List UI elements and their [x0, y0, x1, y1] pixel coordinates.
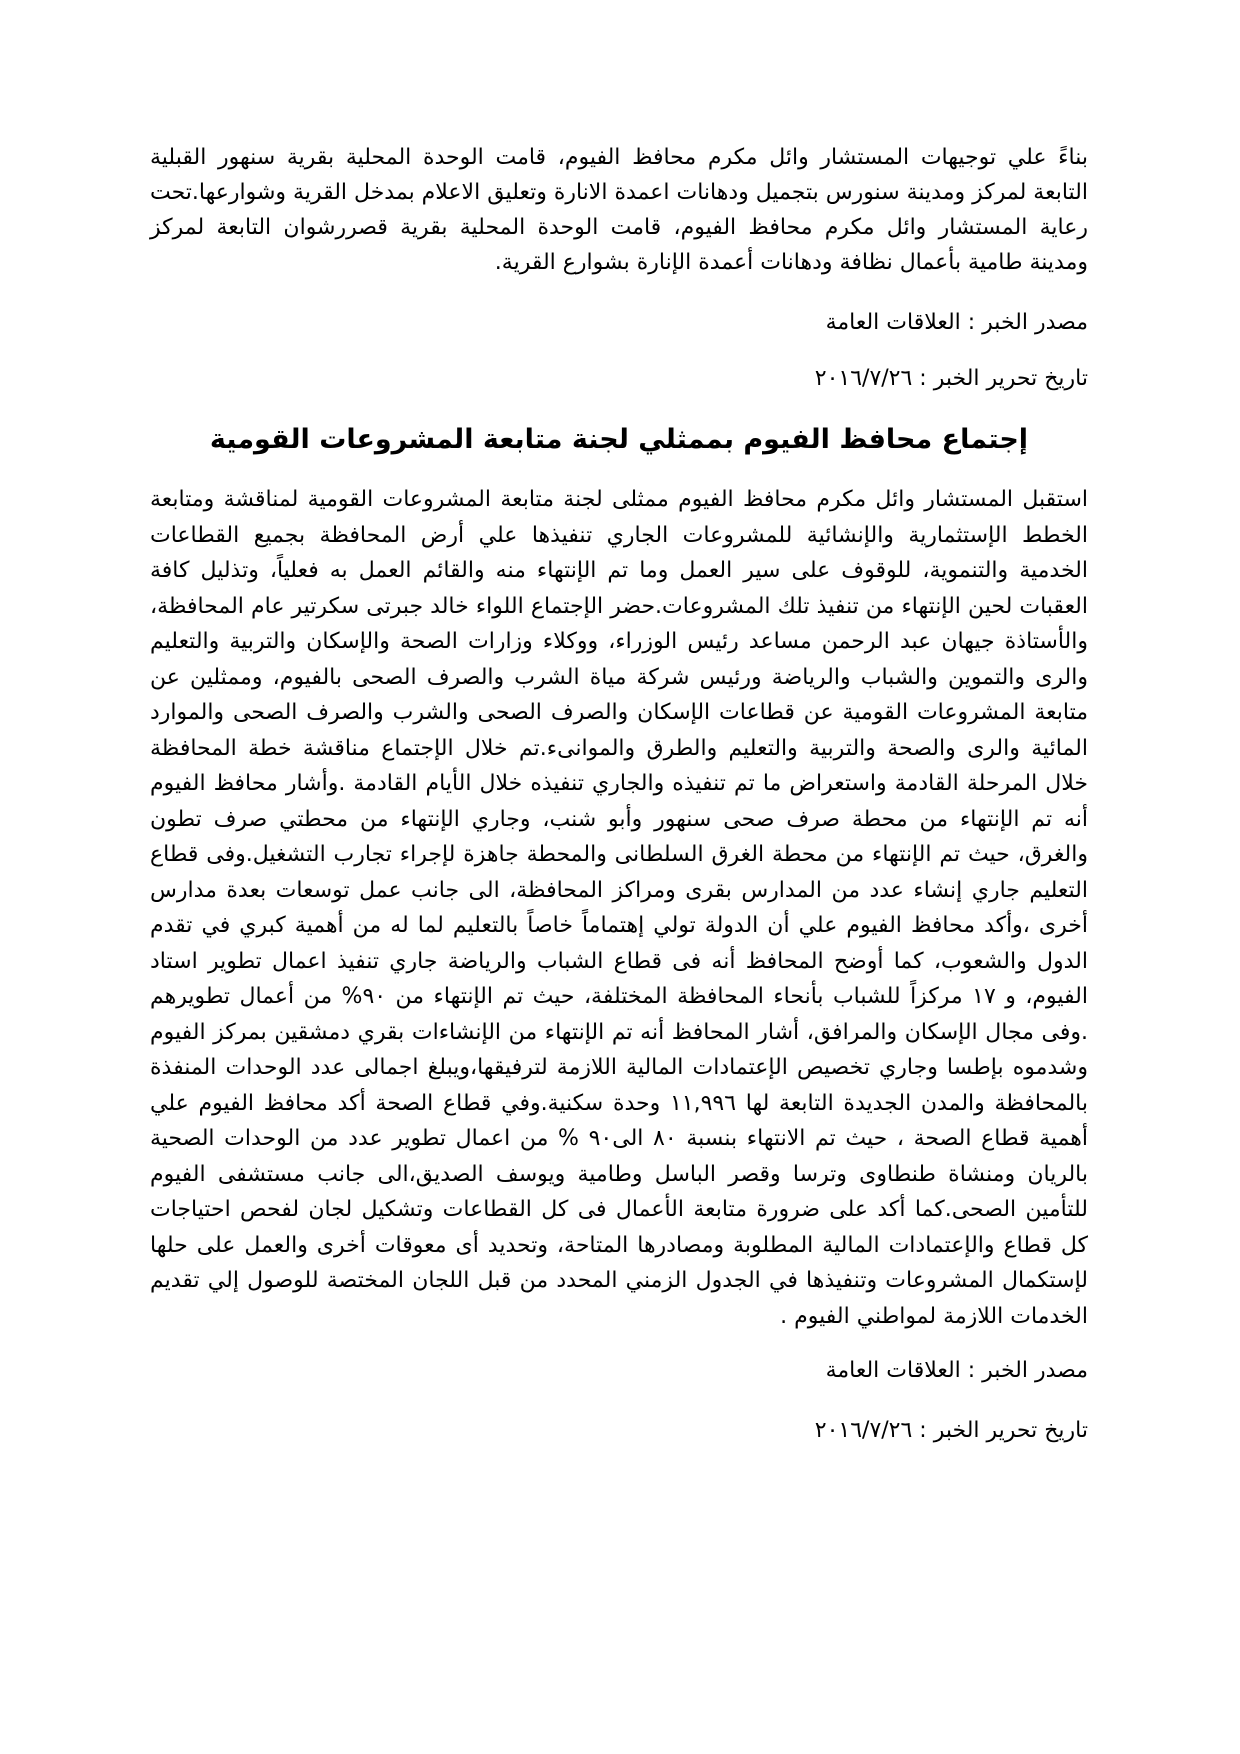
article-2-headline: إجتماع محافظ الفيوم بممثلي لجنة متابعة المشروعات القومية — [209, 424, 1029, 455]
article-1-date: تاريخ تحرير الخبر : ٢٠١٦/٧/٢٦ — [814, 366, 1088, 391]
article-1-paragraph: بناءً علي توجيهات المستشار وائل مكرم محافظ الفيوم، قامت الوحدة المحلية بقرية سنهور القبلية التابعة لمركز ومدينة سنورس بتجميل ودهانات اعمدة الانارة وتعليق الاعلام بمدخل القرية وشوارعها.تحت رعاية المستشار وائل مكرم محافظ الفيوم، قامت الوحدة المحلية بقرية قصررشوان التابعة لمركز ومدينة طامية بأعمال نظافة ودهانات أعمدة الإنارة بشوارع القرية. — [150, 145, 1088, 275]
article-2-paragraph: استقبل المستشار وائل مكرم محافظ الفيوم ممثلى لجنة متابعة المشروعات القومية لمناقشة ومتابعة الخطط الإستثمارية والإنشائية للمشروعات الجاري تنفيذها علي أرض المحافظة بجميع القطاعات الخدمية والتنموية، للوقوف على سير العمل وما تم الإنتهاء منه والقائم العمل به فعلياً، وتذليل كافة العقبات لحين الإنتهاء من تنفيذ تلك المشروعات.حضر الإجتماع اللواء خالد جبرتى سكرتير عام المحافظة، والأستاذة جيهان عبد الرحمن مساعد رئيس الوزراء، ووكلاء وزارات الصحة والإسكان والتربية والتعليم والرى والتموين والشباب والرياضة ورئيس شركة مياة الشرب والصرف الصحى بالفيوم، وممثلين عن متابعة المشروعات القومية عن قطاعات الإسكان والصرف الصحى والشرب والصرف الصحى والموارد المائية والرى والصحة والتربية والتعليم والطرق والموانىء.تم خلال الإجتماع مناقشة خطة المحافظة خلال المرحلة القادمة واستعراض ما تم تنفيذه والجاري تنفيذه خلال الأيام القادمة .وأشار محافظ الفيوم أنه تم الإنتهاء من محطة صرف صحى سنهور وأبو شنب، وجاري الإنتهاء من محطتي صرف تطون والغرق، حيث تم الإنتهاء من محطة الغرق السلطانى والمحطة جاهزة لإجراء تجارب التشغيل.وفى قطاع التعليم جاري إنشاء عدد من المدارس بقرى ومراكز المحافظة، الى جانب عمل توسعات بعدة مدارس أخرى ،وأكد محافظ الفيوم علي أن الدولة تولي إهتماماً خاصاً بالتعليم لما له من أهمية كبري في تقدم الدول والشعوب، كما أوضح المحافظ أنه فى قطاع الشباب والرياضة جاري تنفيذ اعمال تطوير استاد الفيوم، و ١٧ مركزاً للشباب بأنحاء المحافظة المختلفة، حيث تم الإنتهاء من ٩٠% من أعمال تطويرهم .وفى مجال الإسكان والمرافق، أشار المحافظ أنه تم الإنتهاء من الإنشاءات بقري دمشقين بمركز الفيوم وشدموه بإطسا وجاري تخصيص الإعتمادات المالية اللازمة لترفيقها،ويبلغ اجمالى عدد الوحدات المنفذة بالمحافظة والمدن الجديدة التابعة لها ١١,٩٩٦ وحدة سكنية.وفي قطاع الصحة أكد محافظ الفيوم علي أهمية قطاع الصحة ، حيث تم الانتهاء بنسبة ٨٠ الى٩٠ % من اعمال تطوير عدد من الوحدات الصحية بالريان ومنشاة طنطاوى وترسا وقصر الباسل وطامية ويوسف الصديق،الى جانب مستشفى الفيوم للتأمين الصحى.كما أكد على ضرورة متابعة الأعمال فى كل القطاعات وتشكيل لجان لفحص احتياجات كل قطاع والإعتمادات المالية المطلوبة ومصادرها المتاحة، وتحديد أى معوقات أخرى والعمل على حلها لإستكمال المشروعات وتنفيذها في الجدول الزمني المحدد من قبل اللجان المختصة للوصول إلي تقديم الخدمات اللازمة لمواطني الفيوم . — [150, 487, 1089, 1329]
article-2-date: تاريخ تحرير الخبر : ٢٠١٦/٧/٢٦ — [814, 1418, 1088, 1443]
article-1-source: مصدر الخبر : العلاقات العامة — [825, 310, 1088, 335]
document-page — [150, 140, 1088, 1446]
article-2-source: مصدر الخبر : العلاقات العامة — [825, 1358, 1088, 1383]
